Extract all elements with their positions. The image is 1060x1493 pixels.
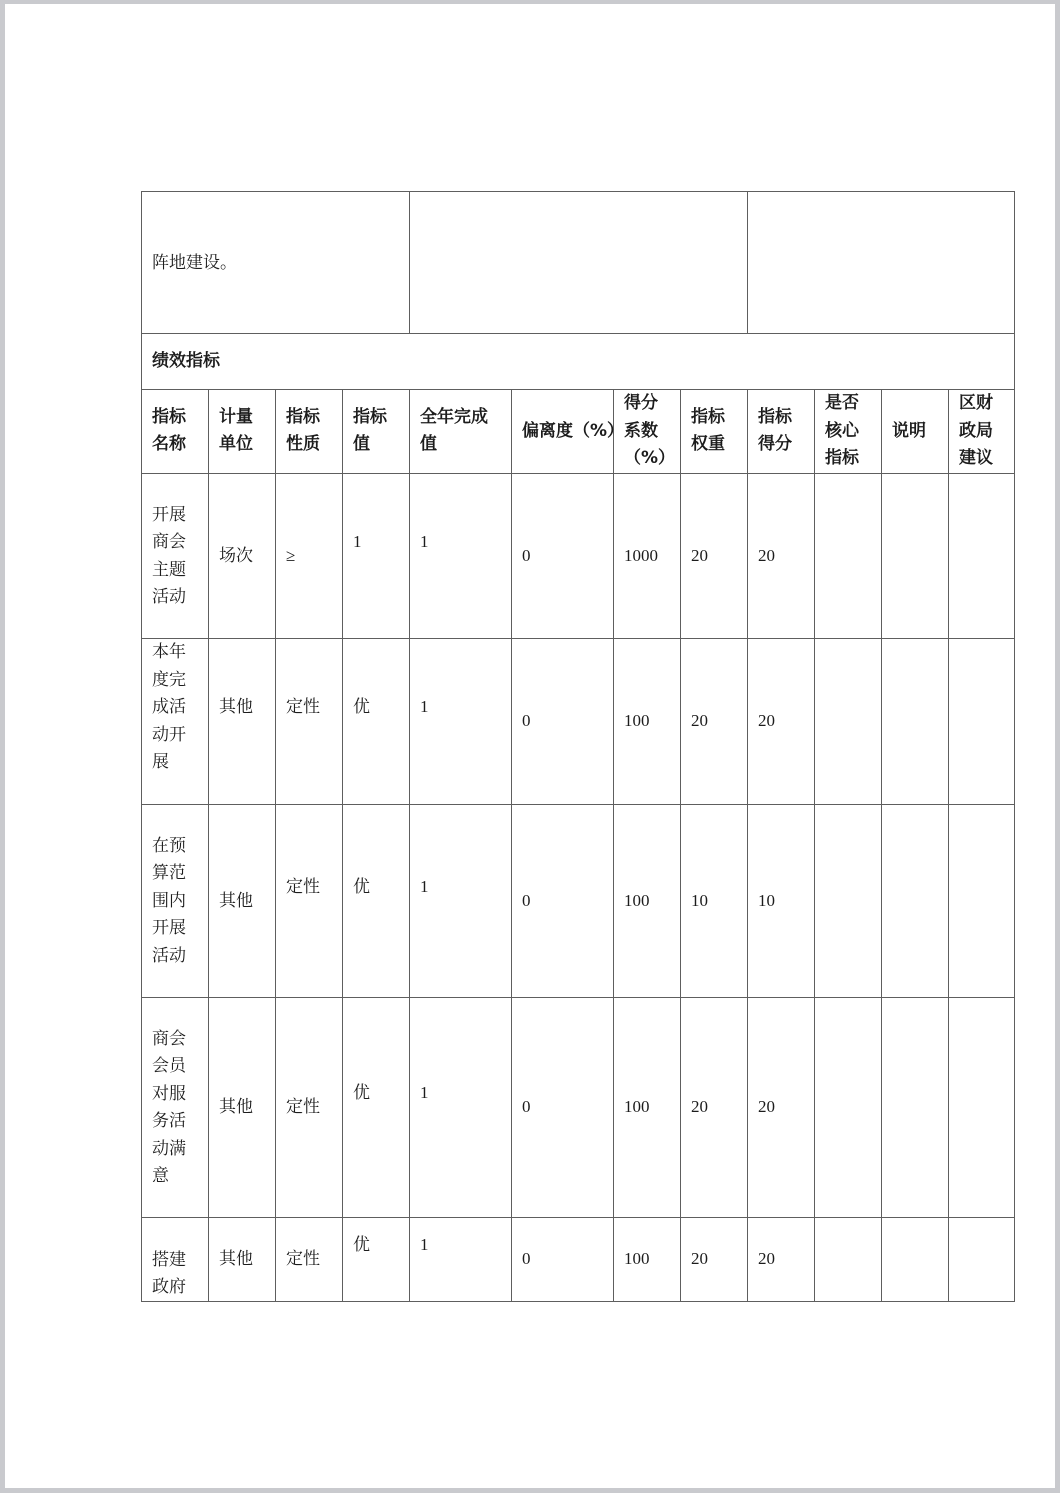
header-unit [209, 390, 276, 474]
target-value-cell [343, 473, 410, 638]
deviation-cell [512, 804, 614, 997]
header-line: 得分 [624, 393, 658, 413]
weight-cell [681, 473, 748, 638]
annual-actual-cell [410, 638, 512, 804]
nature-cell [276, 997, 343, 1217]
target-value: 1 [353, 531, 362, 551]
deviation-cell [512, 1217, 614, 1301]
indicator-name: 开展商会主题活动 [152, 504, 186, 606]
annual-actual-value: 1 [420, 697, 429, 717]
deviation-value: 0 [522, 890, 531, 910]
deviation-value: 0 [522, 711, 531, 731]
score-value: 20 [758, 711, 775, 731]
table-row [142, 997, 1015, 1217]
continuation-cell-right [748, 192, 1015, 334]
is-core-cell [815, 804, 882, 997]
weight-value: 10 [691, 890, 708, 910]
deviation-value: 0 [522, 1249, 531, 1269]
target-value: 优 [353, 1083, 370, 1103]
table-row [142, 473, 1015, 638]
table-row [142, 638, 1015, 804]
score-coefficient-cell [614, 638, 681, 804]
annual-actual-cell [410, 1217, 512, 1301]
header-score-coefficient [614, 390, 681, 474]
header-line: 建议 [959, 448, 993, 468]
weight-cell [681, 804, 748, 997]
nature-value: 定性 [286, 1097, 320, 1117]
annual-actual-cell [410, 473, 512, 638]
nature-value: 定性 [286, 1249, 320, 1269]
annual-actual-value: 1 [420, 876, 429, 896]
header-line: 单位 [219, 434, 253, 455]
header-bureau-advice [949, 390, 1015, 474]
target-value: 优 [353, 697, 370, 717]
header-indicator-name [142, 390, 209, 474]
indicator-name: 在预算范围内开展活动 [152, 835, 186, 965]
is-core-cell [815, 638, 882, 804]
header-line: 核心 [825, 420, 859, 441]
indicator-name-cell [142, 997, 209, 1217]
target-value-cell [343, 804, 410, 997]
header-line: 指标 [825, 448, 859, 468]
note-cell [882, 997, 949, 1217]
unit-value: 其他 [219, 1097, 253, 1117]
score-coefficient-value: 100 [624, 711, 650, 731]
header-line: 偏离度（%） [522, 420, 625, 441]
header-line: 是否 [825, 393, 859, 413]
unit-cell [209, 473, 276, 638]
annual-actual-value: 1 [420, 1083, 429, 1103]
header-note [882, 390, 949, 474]
score-coefficient-cell [614, 804, 681, 997]
unit-cell [209, 1217, 276, 1301]
deviation-cell [512, 638, 614, 804]
table-row [142, 1217, 1015, 1301]
header-line: 得分 [758, 434, 792, 455]
target-value-cell [343, 997, 410, 1217]
annual-actual-value: 1 [420, 531, 429, 551]
header-line: 计量 [219, 406, 253, 427]
continuation-row [142, 192, 1015, 334]
header-line: 名称 [152, 434, 186, 455]
note-cell [882, 804, 949, 997]
deviation-cell [512, 473, 614, 638]
continuation-cell-left [142, 192, 410, 334]
unit-value: 其他 [219, 1249, 253, 1269]
score-coefficient-cell [614, 997, 681, 1217]
target-value-cell [343, 1217, 410, 1301]
header-line: 指标 [152, 406, 186, 427]
weight-value: 20 [691, 1097, 708, 1117]
note-cell [882, 638, 949, 804]
bureau-advice-cell [949, 638, 1015, 804]
score-coefficient-value: 1000 [624, 545, 658, 565]
bureau-advice-cell [949, 997, 1015, 1217]
score-value: 10 [758, 890, 775, 910]
unit-value: 场次 [219, 545, 253, 565]
weight-cell [681, 638, 748, 804]
header-is-core [815, 390, 882, 474]
is-core-cell [815, 997, 882, 1217]
header-line: 指标 [691, 406, 725, 427]
score-coefficient-value: 100 [624, 1097, 650, 1117]
header-line: 指标 [353, 406, 387, 427]
unit-value: 其他 [219, 697, 253, 717]
score-cell [748, 997, 815, 1217]
header-row [142, 390, 1015, 474]
note-cell [882, 473, 949, 638]
unit-cell [209, 804, 276, 997]
weight-value: 20 [691, 545, 708, 565]
bureau-advice-cell [949, 804, 1015, 997]
score-value: 20 [758, 1249, 775, 1269]
section-title: 绩效指标 [142, 334, 1015, 390]
header-line: （%） [624, 448, 676, 468]
header-line: 权重 [691, 434, 725, 455]
score-cell [748, 804, 815, 997]
indicator-name-cell [142, 804, 209, 997]
nature-cell [276, 1217, 343, 1301]
header-deviation [512, 390, 625, 474]
nature-cell [276, 804, 343, 997]
section-title-row [142, 334, 1015, 390]
score-cell [748, 1217, 815, 1301]
unit-cell [209, 997, 276, 1217]
score-coefficient-cell [614, 473, 681, 638]
nature-value: ≥ [286, 545, 296, 565]
target-value: 优 [353, 876, 370, 896]
header-annual-actual [410, 390, 512, 474]
header-line: 指标 [286, 406, 320, 427]
deviation-value: 0 [522, 1097, 531, 1117]
indicator-name: 本年度完成活动开展 [152, 642, 186, 772]
nature-value: 定性 [286, 876, 320, 896]
indicator-name: 搭建政府 [152, 1249, 186, 1296]
nature-cell [276, 473, 343, 638]
score-value: 20 [758, 1097, 775, 1117]
unit-cell [209, 638, 276, 804]
annual-actual-cell [410, 997, 512, 1217]
unit-value: 其他 [219, 890, 253, 910]
header-line: 区财 [959, 393, 993, 413]
score-cell [748, 473, 815, 638]
header-weight [681, 390, 748, 474]
score-cell [748, 638, 815, 804]
score-coefficient-value: 100 [624, 890, 650, 910]
is-core-cell [815, 473, 882, 638]
header-line: 值 [353, 434, 370, 455]
is-core-cell [815, 1217, 882, 1301]
header-line: 性质 [286, 434, 320, 455]
target-value-cell [343, 638, 410, 804]
indicator-name-cell [142, 638, 209, 804]
weight-cell [681, 997, 748, 1217]
score-coefficient-cell [614, 1217, 681, 1301]
indicator-name-cell [142, 473, 209, 638]
header-line: 系数 [624, 420, 658, 441]
annual-actual-value: 1 [420, 1235, 429, 1255]
performance-table [141, 191, 1015, 1302]
bureau-advice-cell [949, 473, 1015, 638]
header-score [748, 390, 815, 474]
score-value: 20 [758, 545, 775, 565]
bureau-advice-cell [949, 1217, 1015, 1301]
header-line: 说明 [892, 420, 926, 441]
annual-actual-cell [410, 804, 512, 997]
table-row [142, 804, 1015, 997]
deviation-value: 0 [522, 545, 531, 565]
header-line: 指标 [758, 406, 792, 427]
deviation-cell [512, 997, 614, 1217]
header-line: 全年完成 [420, 406, 488, 427]
weight-value: 20 [691, 1249, 708, 1269]
indicator-name: 商会会员对服务活动满意 [152, 1028, 186, 1185]
indicator-name-cell [142, 1217, 209, 1301]
continuation-text: 阵地建设。 [152, 252, 237, 272]
weight-cell [681, 1217, 748, 1301]
target-value: 优 [353, 1235, 370, 1255]
header-line: 值 [420, 434, 437, 455]
header-target-value [343, 390, 410, 474]
header-line: 政局 [959, 420, 993, 441]
weight-value: 20 [691, 711, 708, 731]
header-nature [276, 390, 343, 474]
score-coefficient-value: 100 [624, 1249, 650, 1269]
continuation-cell-middle [410, 192, 748, 334]
nature-cell [276, 638, 343, 804]
nature-value: 定性 [286, 697, 320, 717]
note-cell [882, 1217, 949, 1301]
